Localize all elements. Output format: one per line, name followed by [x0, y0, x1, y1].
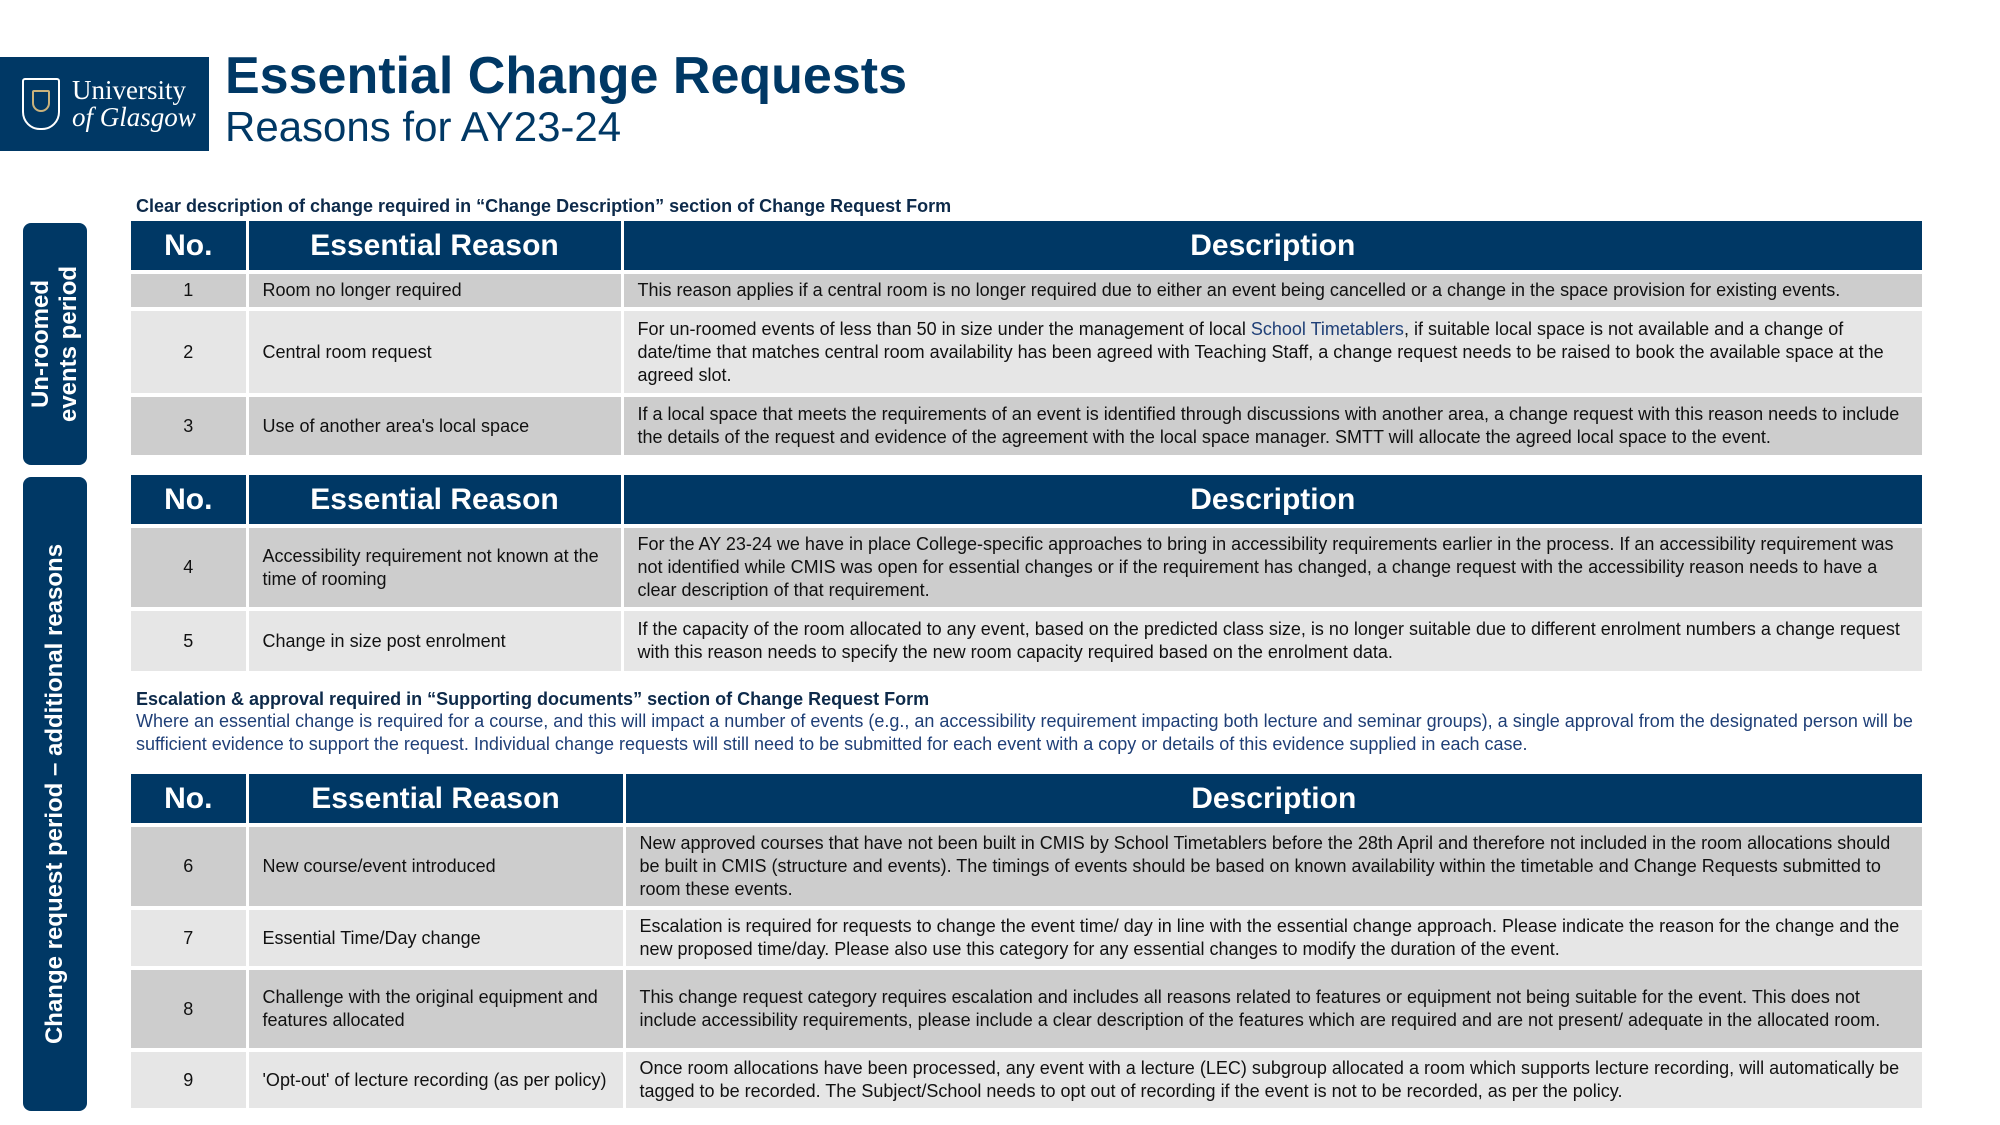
sidebar-unroomed-label: Un-roomed events period — [27, 265, 83, 423]
row-description: If a local space that meets the requirements of an event is identified through discussions with another area, a change request with this reason needs to include the details of the request and evidence of the agreement with the local space manager. SMTT will allocate the agreed local space to the event. — [622, 395, 1922, 457]
row-reason: Essential Time/Day change — [247, 908, 624, 968]
row-reason: Accessibility requirement not known at the time of rooming — [247, 526, 622, 609]
column-header-no: No. — [131, 475, 247, 526]
column-header-reason: Essential Reason — [247, 221, 622, 272]
row-reason: Change in size post enrolment — [247, 609, 622, 673]
row-reason: Central room request — [247, 309, 622, 395]
row-reason: 'Opt-out' of lecture recording (as per policy) — [247, 1050, 624, 1110]
row-description: Escalation is required for requests to change the event time/ day in line with the essential change approach. Please indicate the reason for the change and the new proposed time/day. Please also use this category for any essential changes to modify the duration of the event. — [624, 908, 1922, 968]
table-row — [131, 1050, 1922, 1110]
column-header-description: Description — [622, 221, 1922, 272]
row-number: 8 — [131, 968, 247, 1050]
reasons-table-unroomed — [131, 221, 1922, 459]
column-header-description: Description — [624, 774, 1922, 825]
escalation-note: Where an essential change is required for a course, and this will impact a number of events (e.g., an accessibility requirement impacting both lecture and seminar groups), a single approval from the designated person will be sufficient evidence to support the request. Individual change requests will still need to be submitted for each event with a copy or details of this evidence supplied in each case. — [136, 711, 1913, 754]
sidebar-change-request-period — [23, 477, 87, 1111]
row-number: 3 — [131, 395, 247, 457]
table-row — [131, 609, 1922, 673]
row-number: 7 — [131, 908, 247, 968]
table-row — [131, 825, 1922, 908]
row-reason: Challenge with the original equipment and features allocated — [247, 968, 624, 1050]
row-description: This change request category requires escalation and includes all reasons related to features or equipment not being suitable for the event. This does not include accessibility requirements, please include a clear description of the features which are required and are not present/ adequate in the allocated room. — [624, 968, 1922, 1050]
row-number: 5 — [131, 609, 247, 673]
page-title: Essential Change Requests — [225, 47, 907, 105]
table-row — [131, 309, 1922, 395]
column-header-description: Description — [622, 475, 1922, 526]
section-heading-change-description: Clear description of change required in “Change Description” section of Change Request Form — [136, 196, 952, 216]
table-row — [131, 272, 1922, 309]
table-row — [131, 968, 1922, 1050]
table-row — [131, 395, 1922, 457]
row-number: 4 — [131, 526, 247, 609]
school-timetablers-link[interactable]: School Timetablers — [1250, 318, 1404, 339]
university-logo — [0, 57, 209, 151]
page-subtitle: Reasons for AY23-24 — [225, 103, 622, 150]
row-description: This reason applies if a central room is no longer required due to either an event being cancelled or a change in the space provision for existing events. — [622, 272, 1922, 309]
row-reason: Use of another area's local space — [247, 395, 622, 457]
row-reason: Room no longer required — [247, 272, 622, 309]
row-description: Once room allocations have been processed, any event with a lecture (LEC) subgroup allocated a room which supports lecture recording, will automatically be tagged to be recorded. The Subject/School needs to opt out of recording if the event is not to be recorded, as per the policy. — [624, 1050, 1922, 1110]
reasons-table-escalation — [131, 774, 1922, 1112]
row-reason: New course/event introduced — [247, 825, 624, 908]
column-header-no: No. — [131, 774, 247, 825]
row-number: 1 — [131, 272, 247, 309]
table-row — [131, 526, 1922, 609]
sidebar-unroomed-period — [23, 223, 87, 465]
column-header-reason: Essential Reason — [247, 475, 622, 526]
sidebar-change-request-label: Change request period – additional reasons — [41, 543, 69, 1045]
row-description: For un-roomed events of less than 50 in size under the management of local School Timetablers, if suitable local space is not available and a change of date/time that matches central room availability has been agreed with Teaching Staff, a change request needs to be raised to book the available space at the agreed slot. — [622, 309, 1922, 395]
row-description: If the capacity of the room allocated to any event, based on the predicted class size, is no longer suitable due to different enrolment numbers a change request with this reason needs to specify the new room capacity required based on the enrolment data. — [622, 609, 1922, 673]
row-number: 9 — [131, 1050, 247, 1110]
logo-text: University of Glasgow — [72, 75, 196, 132]
column-header-no: No. — [131, 221, 247, 272]
row-description: For the AY 23-24 we have in place College-specific approaches to bring in accessibility requirements earlier in the process. If an accessibility requirement was not identified while CMIS was open for essential changes or if the requirement has changed, a change request with the accessibility reason needs to have a clear description of that requirement. — [622, 526, 1922, 609]
section-heading-escalation: Escalation & approval required in “Supporting documents” section of Change Request Form — [136, 689, 930, 709]
row-number: 6 — [131, 825, 247, 908]
crest-icon — [22, 78, 60, 130]
table-row — [131, 908, 1922, 968]
reasons-table-additional — [131, 475, 1922, 675]
row-description: New approved courses that have not been built in CMIS by School Timetablers before the 28th April and therefore not included in the room allocations should be built in CMIS (structure and events). The timings of events should be based on known availability within the timetable and Change Requests submitted to room these events. — [624, 825, 1922, 908]
column-header-reason: Essential Reason — [247, 774, 624, 825]
row-number: 2 — [131, 309, 247, 395]
